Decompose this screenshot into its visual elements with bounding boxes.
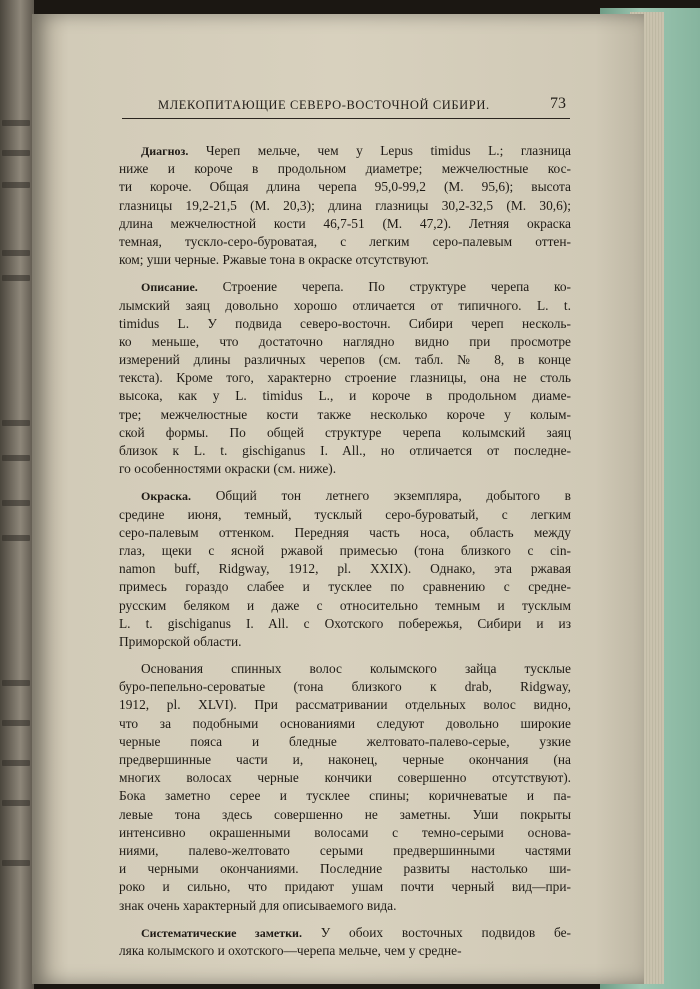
line-text: близок к L. t. gischiganus I. All., но отличается от последне- [119, 443, 571, 458]
text-line [119, 633, 571, 651]
line-text: Общий тон летнего экземпляра, добытого в [190, 488, 571, 504]
line-text: многих волосах черные кончики совершенно отсутствуют). [119, 770, 571, 786]
text-line [119, 678, 571, 696]
text-line [119, 215, 571, 233]
line-text: что за подобными основаниями следуют довольно широкие [119, 715, 571, 731]
text-line [119, 942, 571, 960]
text-line [119, 524, 571, 542]
line-text: русским беляком и даже с относительно темным и тусклым [119, 597, 571, 613]
line-text: ляка колымского и охотского—черепа мельче, чем у средне- [119, 942, 462, 958]
text-line [119, 769, 571, 787]
text-line [119, 315, 571, 333]
line-text: измерений длины различных черепов (см. табл. № 8, в конце [119, 352, 571, 368]
line-text: текста). Кроме того, характерно строение глазницы, она не столь [119, 370, 571, 386]
text-line [119, 751, 571, 769]
line-text: буро-пепельно-сероватые (тона близкого к drab, Ridgway, [119, 679, 571, 695]
paragraph [119, 487, 571, 651]
line-text: У обоих восточных подвидов бе- [301, 924, 571, 940]
running-head [122, 88, 570, 119]
text-line [119, 160, 571, 178]
text-line [119, 460, 571, 478]
line-text: namon buff, Ridgway, 1912, pl. XXIX). Однако, эта ржавая [119, 561, 571, 577]
book-page [32, 14, 644, 984]
text-line [119, 615, 571, 633]
text-line [119, 733, 571, 751]
text-line [119, 860, 571, 878]
text-line [119, 387, 571, 405]
line-text: средине июня, темный, тусклый серо-буроватый, с легким [119, 506, 571, 522]
line-text: Череп мельче, чем у Lepus timidus L.; глазница [188, 143, 571, 158]
section-label: Диагноз. [141, 144, 189, 158]
text-line [119, 578, 571, 596]
text-line [119, 178, 571, 196]
text-line [119, 787, 571, 805]
text-line [119, 715, 571, 733]
running-title: МЛЕКОПИТАЮЩИЕ СЕВЕРО-ВОСТОЧНОЙ СИБИРИ. [158, 98, 490, 112]
text-line [119, 597, 571, 615]
line-text: темная, тускло-серо-буроватая, с легким серо-палевым оттен- [119, 233, 571, 249]
line-text: лымский заяц довольно хорошо отличается от типичного. L. t. [119, 297, 571, 313]
line-text: ком; уши черные. Ржавые тона в окраске отсутствуют. [119, 252, 429, 268]
section-label: Окраска. [141, 489, 191, 504]
text-line [119, 369, 571, 387]
line-text: L. t. gischiganus I. All. с Охотского побережья, Сибири и из [119, 615, 571, 631]
text-line [119, 560, 571, 578]
line-text: черные пояса и бледные желтовато-палево-серые, узкие [119, 733, 571, 749]
paragraph [119, 142, 571, 269]
line-text: го особенностями окраски (см. ниже). [119, 461, 337, 477]
line-text: ской формы. По общей структуре черепа колымский заяц [119, 424, 571, 440]
paragraph [119, 660, 571, 915]
line-text: примесь гораздо слабее и тусклее по сравнению с средне- [119, 579, 571, 595]
line-text: Основания спинных волос колымского зайца тусклые [141, 661, 571, 677]
line-text: тре; межчелюстные кости также несколько короче у колым- [119, 406, 571, 422]
text-line [119, 542, 571, 560]
line-text: роко и сильно, что придают ушам почти черный вид—при- [119, 879, 571, 895]
text-line [119, 406, 571, 424]
line-text: серо-палевым оттенком. Передняя часть носа, область между [119, 524, 571, 540]
paragraph [119, 278, 571, 478]
page-number: 73 [550, 95, 566, 112]
text-line [119, 442, 571, 460]
text-line [119, 487, 571, 505]
line-text: ниями, палево-желтовато серыми предвершинными частями [119, 842, 571, 858]
text-line [119, 142, 571, 160]
line-text: Бока заметно серее и тусклее спины; коричневатые и па- [119, 788, 571, 804]
line-text: знак очень характерный для описываемого вида. [119, 897, 397, 913]
text-line [119, 806, 571, 824]
line-text: ко меньше, что достаточно наглядно видно при просмотре [119, 333, 571, 349]
line-text: timidus L. У подвида северо-восточн. Сибири череп несколь- [119, 315, 571, 331]
text-line [119, 278, 571, 296]
text-line [119, 878, 571, 896]
text-line [119, 897, 571, 915]
text-line [119, 696, 571, 714]
line-text: высока, как у L. timidus L., и короче в продольном диаме- [119, 388, 571, 404]
line-text: и черными окончаниями. Последние развиты настолько ши- [119, 861, 571, 877]
text-line [119, 197, 571, 215]
line-text: предвершинные части и, наконец, черные окончания (на [119, 752, 571, 767]
line-text: ти короче. Общая длина черепа 95,0-99,2 (М. 95,6); высота [119, 179, 571, 195]
line-text: интенсивно окрашенными волосами с темно-серыми основа- [119, 824, 571, 840]
text-line [119, 233, 571, 251]
line-text: глаз, щеки с ясной ржавой примесью (тона близкого с cin- [119, 542, 571, 558]
line-text: Строение черепа. По структуре черепа ко- [197, 279, 571, 295]
text-line [119, 297, 571, 315]
line-text: левые тона здесь совершенно не заметны. Уши покрыты [119, 806, 571, 822]
line-text: 1912, pl. XLVI). При рассматривании отдельных волос видно, [119, 697, 571, 713]
line-text: глазницы 19,2-21,5 (М. 20,3); длина глазницы 30,2-32,5 (М. 30,6); [119, 197, 571, 213]
text-line [119, 824, 571, 842]
line-text: длина межчелюстной кости 46,7-51 (М. 47,2). Летняя окраска [119, 215, 571, 231]
body-text [119, 142, 571, 969]
text-line [119, 351, 571, 369]
section-label: Описание. [141, 280, 198, 295]
line-text: Приморской области. [119, 633, 242, 649]
text-line [119, 924, 571, 942]
line-text: ниже и короче в продольном диаметре; межчелюстные кос- [119, 161, 571, 177]
paragraph [119, 924, 571, 960]
text-line [119, 424, 571, 442]
text-line [119, 333, 571, 351]
text-line [119, 251, 571, 269]
text-line [119, 506, 571, 524]
text-line [119, 660, 571, 678]
text-line [119, 842, 571, 860]
facing-page-edge [0, 0, 34, 989]
section-label: Систематические заметки. [141, 925, 302, 940]
